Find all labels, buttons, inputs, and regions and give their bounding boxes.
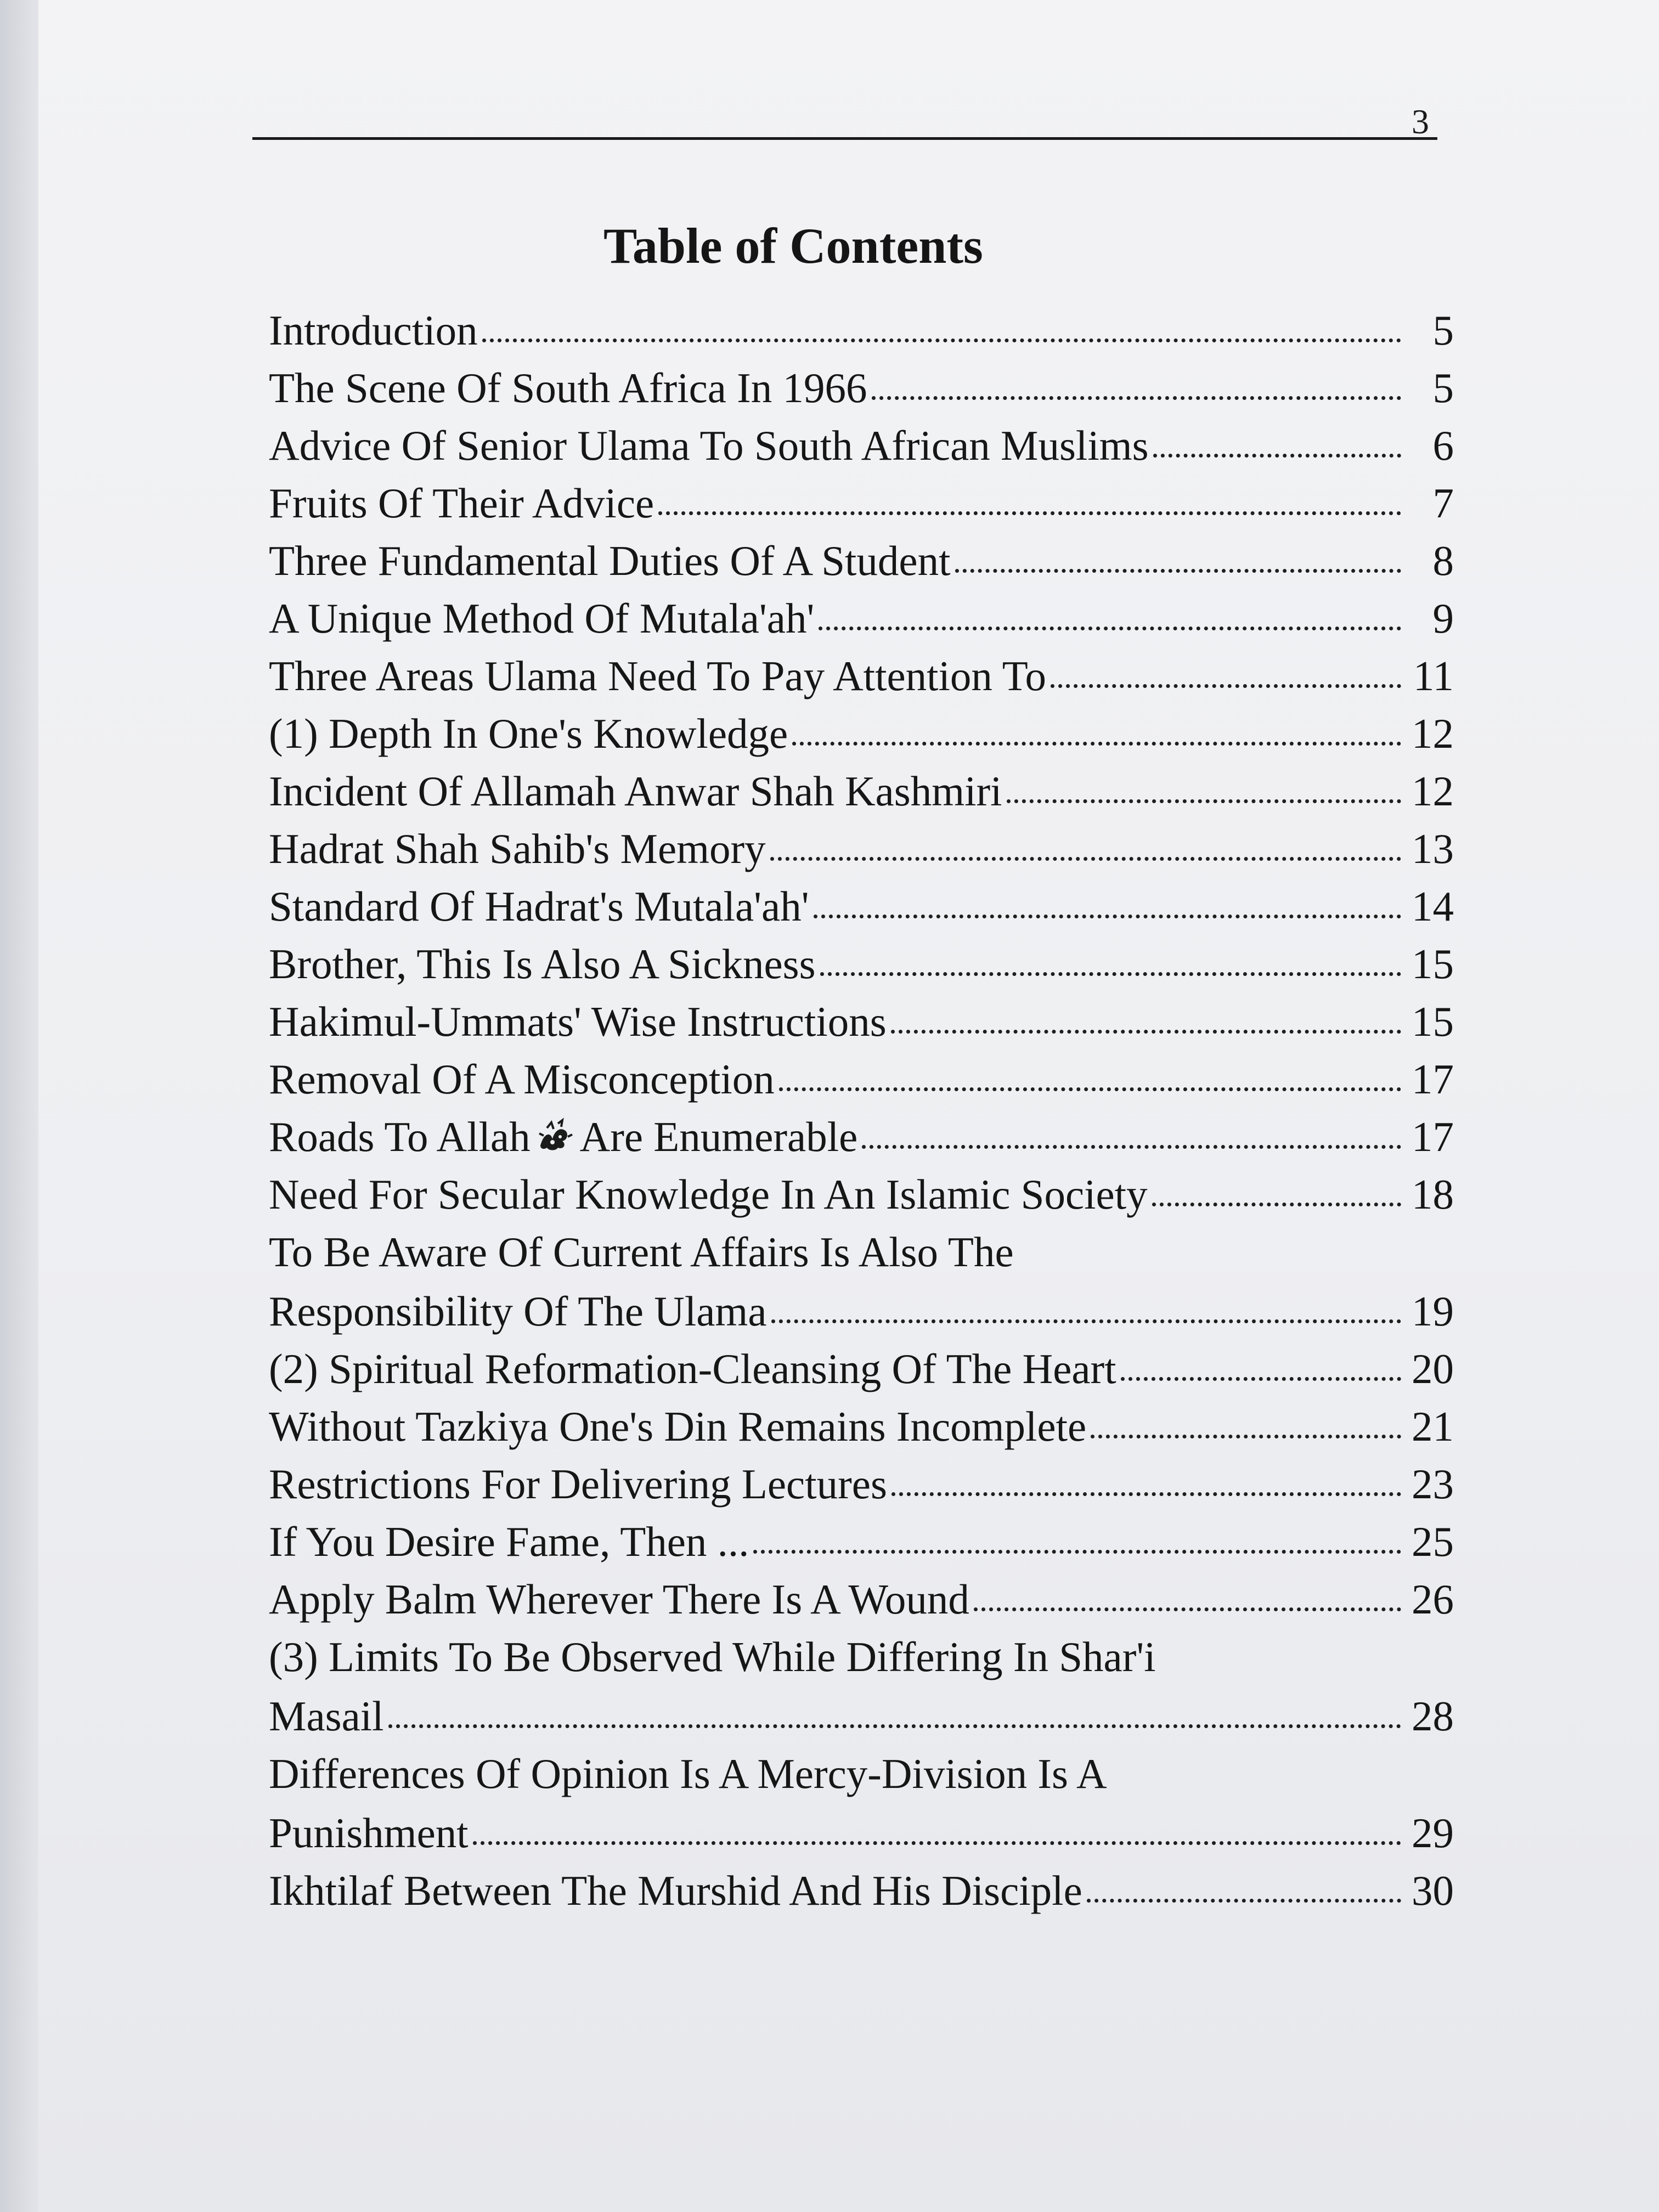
dot-leader [482, 338, 1401, 342]
dot-leader [1007, 799, 1401, 803]
dot-leader [473, 1841, 1401, 1845]
toc-entry-page: 14 [1412, 883, 1454, 930]
toc-entry-title: Three Areas Ulama Need To Pay Attention To [269, 652, 1046, 699]
toc-entry-title: Hadrat Shah Sahib's Memory [269, 825, 766, 872]
dot-leader [891, 1030, 1401, 1034]
toc-entry-title: Ikhtilaf Between The Murshid And His Disciple [269, 1867, 1082, 1914]
toc-title: Table of Contents [603, 218, 983, 274]
toc-entry-title: Punishment [269, 1809, 469, 1857]
toc-entry-title-start: Roads To Allah [269, 1113, 531, 1160]
toc-entry-title: If You Desire Fame, Then ... [269, 1518, 749, 1565]
toc-entry-title: Incident Of Allamah Anwar Shah Kashmiri [269, 768, 1002, 815]
toc-entry [269, 1398, 1454, 1455]
toc-entry [269, 705, 1454, 763]
toc-entry-page: 15 [1412, 940, 1454, 988]
toc-entry [269, 1804, 1454, 1862]
toc-entry-lead-line [269, 1628, 1454, 1688]
toc-entry [269, 359, 1454, 417]
toc-entry [269, 878, 1454, 935]
toc-entry-title: The Scene Of South Africa In 1966 [269, 364, 867, 411]
toc-entry-page: 12 [1412, 710, 1454, 757]
toc-entry [269, 935, 1454, 993]
toc-entry-page: 26 [1412, 1576, 1454, 1623]
dot-leader [1091, 1435, 1401, 1438]
toc-entry-page: 25 [1412, 1518, 1454, 1565]
toc-entry-title: (1) Depth In One's Knowledge [269, 710, 788, 757]
toc-entry [269, 1455, 1454, 1513]
dot-leader [872, 396, 1401, 400]
toc-entry-page: 6 [1432, 422, 1454, 469]
toc-entry-page: 11 [1413, 652, 1454, 699]
toc-entry-title: Advice Of Senior Ulama To South African Muslims [269, 422, 1149, 469]
toc-entry [269, 1340, 1454, 1398]
toc-entry-page: 12 [1412, 768, 1454, 815]
toc-entry [269, 1283, 1454, 1340]
toc-entry-title: (2) Spiritual Reformation-Cleansing Of The Heart [269, 1345, 1116, 1392]
toc-entry-title: A Unique Method Of Mutala'ah' [269, 595, 815, 642]
dot-leader [779, 1087, 1401, 1091]
toc-entry-title: Standard Of Hadrat's Mutala'ah' [269, 883, 809, 930]
dot-leader [814, 915, 1401, 918]
toc-list [269, 302, 1454, 1920]
toc-entry-page: 30 [1412, 1867, 1454, 1914]
toc-entry [269, 820, 1454, 878]
dot-leader [753, 1550, 1401, 1554]
toc-entry-page: 17 [1412, 1056, 1454, 1103]
dot-leader [1121, 1377, 1401, 1381]
dot-leader [1152, 1203, 1401, 1206]
dot-leader [770, 857, 1401, 861]
toc-entry [269, 532, 1454, 590]
toc-entry-page: 15 [1412, 998, 1454, 1045]
toc-entry [269, 993, 1454, 1051]
toc-entry-page: 7 [1432, 479, 1454, 527]
toc-entry-title: Hakimul-Ummats' Wise Instructions [269, 998, 887, 1045]
toc-entry-page: 19 [1412, 1288, 1454, 1335]
toc-entry-page: 29 [1412, 1809, 1454, 1857]
toc-entry [269, 763, 1454, 820]
dot-leader [388, 1724, 1401, 1728]
toc-entry-title-line1: (3) Limits To Be Observed While Differing In Shar'i [269, 1633, 1156, 1680]
toc-entry [269, 590, 1454, 647]
toc-entry-page: 9 [1432, 595, 1454, 642]
toc-entry-title: Apply Balm Wherever There Is A Wound [269, 1576, 969, 1623]
toc-entry-title-end: Are Enumerable [579, 1113, 858, 1160]
page-number: 3 [1412, 102, 1429, 141]
toc-entry-title: Introduction [269, 307, 478, 354]
toc-entry-page: 18 [1412, 1171, 1454, 1218]
dot-leader [1087, 1899, 1401, 1903]
toc-entry [269, 1571, 1454, 1628]
toc-entry-title: Responsibility Of The Ulama [269, 1288, 767, 1335]
toc-entry-title-line1: Differences Of Opinion Is A Mercy-Division Is A [269, 1750, 1107, 1797]
dot-leader [1051, 684, 1401, 688]
toc-entry-lead-line [269, 1223, 1454, 1283]
toc-entry [269, 647, 1454, 705]
dot-leader [820, 972, 1401, 976]
toc-entry-page: 28 [1412, 1692, 1454, 1740]
toc-entry-title: Removal Of A Misconception [269, 1056, 775, 1103]
dot-leader [891, 1492, 1401, 1496]
dot-leader [792, 742, 1401, 746]
dot-leader [974, 1607, 1401, 1611]
toc-entry [269, 1688, 1454, 1745]
toc-entry-page: 8 [1432, 537, 1454, 584]
toc-entry-page: 13 [1412, 825, 1454, 872]
toc-entry [269, 302, 1454, 359]
toc-entry-page: 20 [1412, 1345, 1454, 1392]
header-rule [252, 137, 1437, 140]
toc-entry [269, 1862, 1454, 1920]
calligraphy-icon [536, 1117, 574, 1155]
dot-leader [819, 627, 1401, 630]
dot-leader [1153, 454, 1401, 458]
dot-leader [862, 1145, 1401, 1149]
toc-entry [269, 1108, 1454, 1166]
toc-entry-page: 21 [1412, 1403, 1454, 1450]
toc-entry [269, 417, 1454, 475]
toc-entry [269, 1513, 1454, 1571]
toc-entry-lead-line [269, 1745, 1454, 1804]
toc-entry-title: Masail [269, 1692, 384, 1740]
toc-entry-title: Restrictions For Delivering Lectures [269, 1460, 887, 1508]
toc-entry-title: Need For Secular Knowledge In An Islamic Society [269, 1171, 1148, 1218]
toc-entry-title: Fruits Of Their Advice [269, 479, 654, 527]
page-gutter-shadow [0, 0, 38, 2212]
toc-entry-page: 5 [1432, 307, 1454, 354]
toc-entry [269, 1051, 1454, 1108]
toc-entry-title: Without Tazkiya One's Din Remains Incomplete [269, 1403, 1087, 1450]
toc-entry-page: 5 [1432, 364, 1454, 411]
toc-entry-page: 17 [1412, 1113, 1454, 1160]
book-page [38, 0, 1659, 2212]
dot-leader [955, 569, 1402, 573]
toc-entry-title-line1: To Be Aware Of Current Affairs Is Also The [269, 1228, 1014, 1276]
dot-leader [658, 511, 1401, 515]
toc-entry [269, 1166, 1454, 1223]
dot-leader [771, 1319, 1402, 1323]
toc-entry-page: 23 [1412, 1460, 1454, 1508]
toc-entry [269, 475, 1454, 532]
toc-entry-title: Three Fundamental Duties Of A Student [269, 537, 951, 584]
toc-entry-title: Brother, This Is Also A Sickness [269, 940, 816, 988]
toc-entry-title [269, 1108, 857, 1166]
